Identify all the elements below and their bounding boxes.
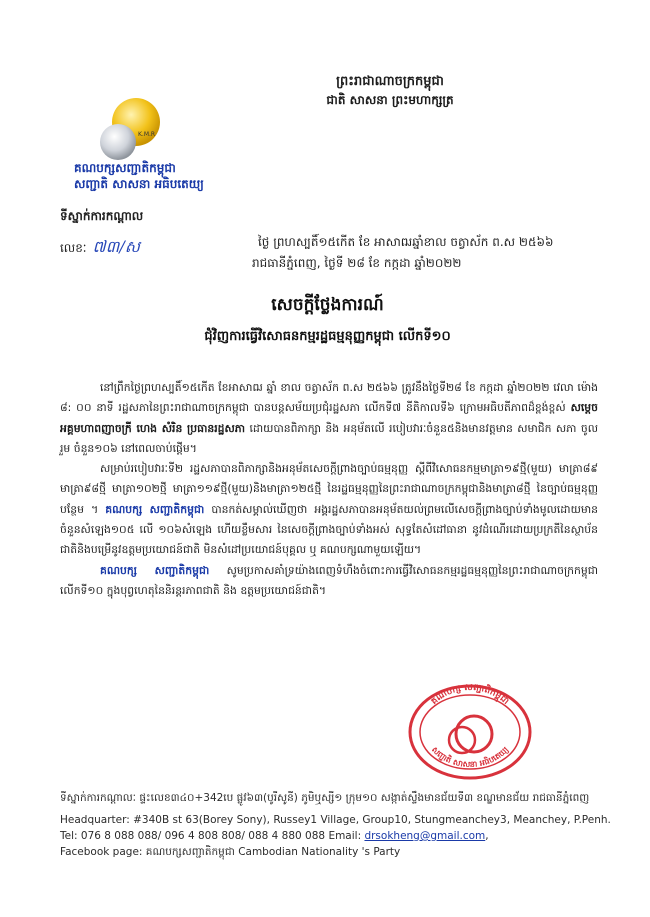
document-title: សេចក្តីថ្លែងការណ៍ bbox=[271, 295, 384, 315]
email-link[interactable]: drsokheng@gmail.com bbox=[364, 830, 486, 842]
stamp-bottom-text: សញ្ជាតិ សាសនា អធិបតេយ្យ bbox=[429, 744, 511, 770]
ref-label: លេខៈ bbox=[60, 241, 87, 255]
party-logo bbox=[94, 94, 164, 168]
contact-line: Tel: 076 8 088 088/ 096 4 808 808/ 088 4 880 088 Email: drsokheng@gmail.com, bbox=[60, 830, 489, 842]
reference-number bbox=[60, 236, 140, 260]
party-seal-stamp bbox=[400, 676, 540, 780]
document-date bbox=[240, 232, 590, 274]
stamp-top-text: គណបក្ស សញ្ជាតិកម្ពុជា bbox=[429, 682, 511, 707]
address-english: Headquarter: #340B st 63(Borey Sony), Russey1 Village, Group10, Stungmeanchey3, Meanchey, P.Penh. bbox=[60, 814, 611, 826]
paragraph-1: នៅព្រឹកថ្ងៃព្រហស្បតិ៍១៥កើត ខែអាសាឍ ឆ្នាំ ខាល ចត្វាស័ក ព.ស ២៥៦៦ ត្រូវនឹងថ្ងៃទី២៨ ខែ កក្កដា ឆ្នាំ២០២២ វេលា ម៉ោង ៨: ០០ នាទី រដ្ឋសភានៃព្រះរាជាណាចក្រកម្ពុជា បានបន្តសម័យប្រជុំរដ្ឋសភា លើកទី៧ នីតិកាលទី៦ ក្រោមអធិបតីភាពដ៏ខ្ពង់ខ្ពស់ សម្តេចអគ្គមហាពញាចក្រី ហេង សំរិន ប្រធានរដ្ឋសភា ដោយបានពិភាក្សា និង អនុម័តលើ របៀបវារៈចំនួន៥និងមានវត្តមាន សមាជិក សភា ចូលរួម ចំនួន១០៦ នៅពេលចាប់ផ្តើម។ bbox=[60, 381, 598, 455]
logo-initials: K.M.R bbox=[138, 131, 156, 138]
solar-date: រាជធានីភ្នំពេញ, ថ្ងៃទី ២៨ ខែ កក្កដា ឆ្នាំ២០២២ bbox=[252, 256, 462, 270]
phone-numbers: Tel: 076 8 088 088/ 096 4 808 808/ 088 4 880 088 bbox=[60, 830, 326, 842]
party-name bbox=[74, 160, 244, 192]
facebook-khmer: គណបក្សសញ្ជាតិកម្ពុជា bbox=[145, 846, 235, 858]
party-name-line1: គណបក្សសញ្ជាតិកម្ពុជា bbox=[74, 161, 176, 175]
kingdom-motto bbox=[240, 72, 540, 110]
kingdom-name: ព្រះរាជាណាចក្រកម្ពុជា bbox=[336, 74, 444, 89]
statement-body bbox=[60, 378, 598, 601]
party-name-line2: សញ្ជាតិ សាសនា អធិបតេយ្យ bbox=[74, 177, 204, 191]
facebook-label: Facebook page: bbox=[60, 846, 143, 858]
nation-religion-king: ជាតិ សាសនា ព្រះមហាក្សត្រ bbox=[326, 93, 454, 107]
address-khmer: ទីស្នាក់ការកណ្តាលៈ ផ្ទះលេខ៣៤០+342បេ ផ្លូវ៦៣(បូរីសូនី) ភូមិឬស្សី១ ក្រុម១០ សង្កាត់ស្ទឹងមានជ័យទី៣ ខណ្ឌមានជ័យ រាជធានីភ្នំពេញ bbox=[60, 792, 590, 804]
document-subtitle: ជុំវិញការធ្វើវិសោធនកម្មរដ្ឋធម្មនុញ្ញកម្ពុជា លើកទី១០ bbox=[204, 329, 451, 344]
hq-label: ទីស្នាក់ការកណ្តាល bbox=[60, 209, 144, 223]
paragraph-2: សម្រាប់របៀបវារៈទី២ រដ្ឋសភាបានពិភាក្សានិងអនុម័តសេចក្តីព្រាងច្បាប់ធម្មនុញ្ញ ស្តីពីវិសោធនកម្មមាត្រា១៩ថ្មី(មួយ) មាត្រា៨៩ មាត្រា៩៨ថ្មី មាត្រា១០២ថ្មី មាត្រា១១៩ថ្មី(មួយ)និងមាត្រា១២៥ថ្មី នៃរដ្ឋធម្មនុញ្ញនៃព្រះរាជាណាចក្រកម្ពុជានិងមាត្រា៨ថ្មី នៃច្បាប់ធម្មនុញ្ញបន្ថែម ។ គណបក្ស សញ្ជាតិកម្ពុជា បានកត់សម្គាល់ឃើញថា អង្គរដ្ឋសភាបានអនុម័តយល់ព្រមលើសេចក្តីព្រាងច្បាប់ទាំងមូលដោយមានចំនួនសំឡេង១០៥ លើ ១០៦សំឡេង ហើយខ្លឹមសារ នៃសេចក្តីព្រាងច្បាប់ទាំងអស់ សុទ្ធតែសំដៅធានា នូវដំណើរដោយប្រក្រតីនៃស្ថាប័នជាតិនិងបម្រើនូវឧត្តមប្រយោជន៍ជាតិ មិនសំដៅប្រយោជន៍បុគ្គល ឬ គណបក្សណាមួយឡើយ។ bbox=[60, 462, 598, 557]
ref-number: ៧៣/ស bbox=[92, 237, 140, 256]
facebook-line bbox=[60, 844, 620, 860]
lunar-date: ថ្ងៃ ព្រហស្បតិ៍១៥កើត ខែ អាសាឍឆ្នាំខាល ចត្វាស័ក ព.ស ២៥៦៦ bbox=[258, 235, 554, 249]
email-label: Email: bbox=[328, 830, 362, 842]
letterhead-footer bbox=[60, 790, 620, 860]
paragraph-3: គណបក្ស សញ្ជាតិកម្ពុជា សូមប្រកាសគាំទ្រយ៉ាងពេញទំហឹងចំពោះការធ្វើវិសោធនកម្មរដ្ឋធម្មនុញ្ញនៃព្រះរាជាណាចក្រកម្ពុជា លើកទី១០ ក្នុងបុព្វហេតុនៃនិរន្តរភាពជាតិ និង ឧត្តមប្រយោជន៍ជាតិ។ bbox=[60, 563, 598, 597]
facebook-english: Cambodian Nationality 's Party bbox=[238, 846, 401, 858]
